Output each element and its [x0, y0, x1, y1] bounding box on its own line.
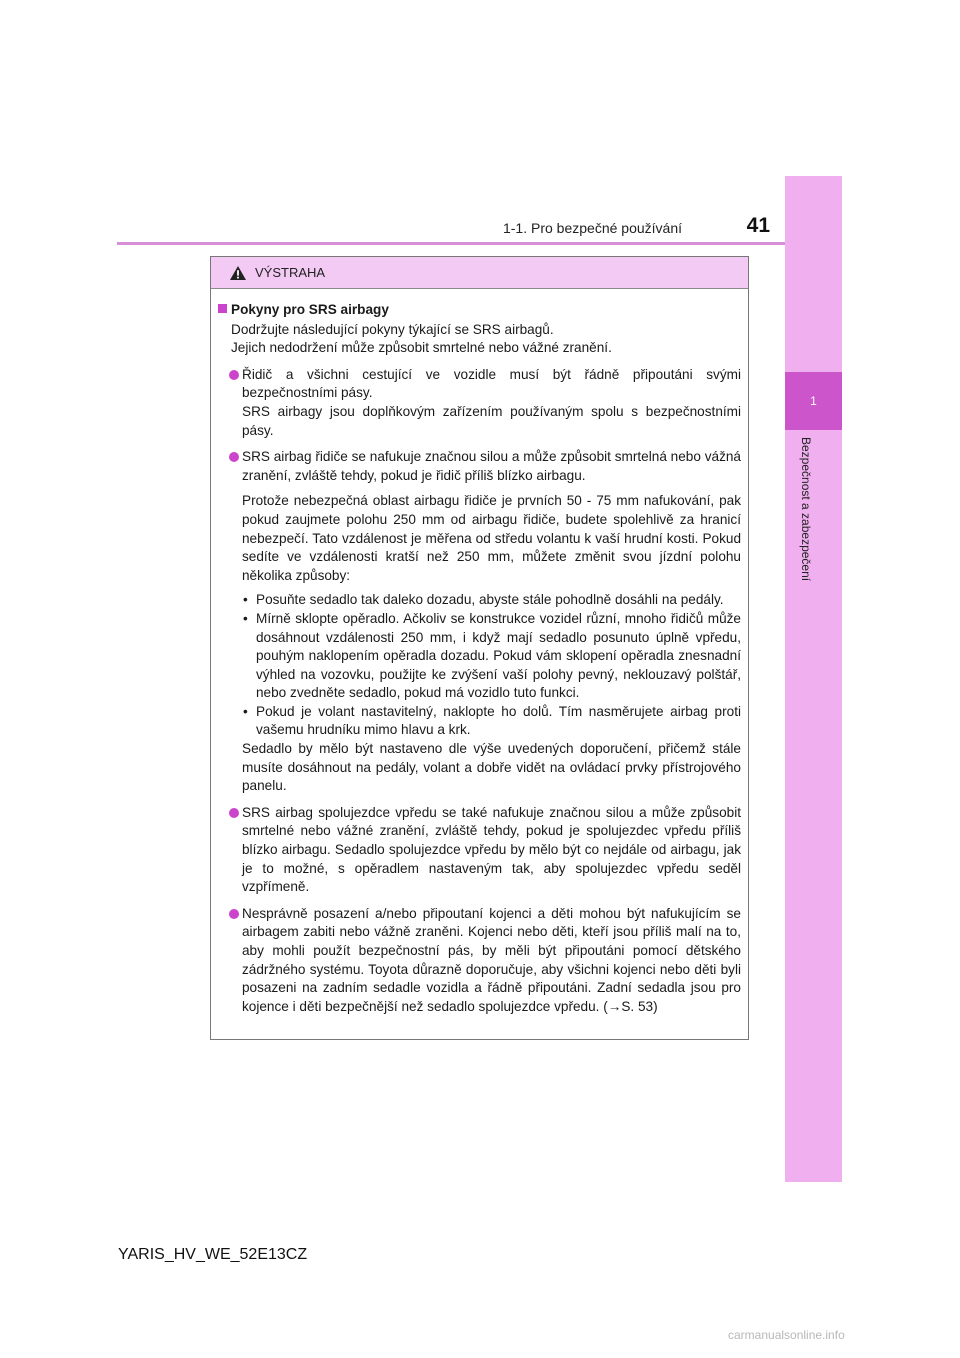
warning-box — [210, 256, 749, 1040]
section-heading — [218, 301, 741, 320]
item-paragraph: Nesprávně posazení a/nebo připoutaní kojenci a děti mohou být nafukujícím se airbagem zabiti nebo vážně zraněni. Kojenci nebo děti, kteří jsou příliš malí na to, aby mohli použít bezpečnostní pás, by měli být připoutáni pomocí dětského zádržného systému. Toyota důrazně doporučuje, aby všichni kojenci nebo děti byli posazeni na zadním sedadle vozidla a řádně připoutáni. Zadní sedadla jsou pro kojence i děti bezpečnější než sedadlo spolujezdce vpředu. (→S. 53) — [242, 905, 741, 1014]
page-number: 41 — [746, 214, 770, 237]
sub-bullet: • Pokud je volant nastavitelný, naklopte ho dolů. Tím nasměrujete airbag proti vašemu hrudníku mimo hlavu a krk. — [242, 703, 741, 740]
warning-item — [218, 366, 741, 440]
intro-line: Dodržujte následující pokyny týkající se SRS airbagů. — [231, 321, 554, 337]
warning-item — [218, 448, 741, 796]
round-bullet-icon — [229, 452, 239, 462]
item-paragraph: SRS airbag spolujezdce vpředu se také nafukuje značnou silou a může způsobit smrtelné nebo vážné zranění, zvláště tehdy, pokud je spolujezdec vpředu příliš blízko airbagu. Sedadlo spolujezdce vpředu by mělo být co nejdále od airbagu, jak je to možné, s opěradlem nastaveným tak, aby spolujezdec vpředu seděl vzpřímeně. — [242, 804, 741, 895]
sub-bullet-list — [242, 591, 741, 740]
warning-title: VÝSTRAHA — [255, 265, 326, 280]
warning-header — [211, 257, 748, 289]
warning-item — [218, 804, 741, 897]
round-bullet-icon — [229, 370, 239, 380]
header-rule — [117, 242, 785, 245]
round-bullet-icon — [229, 808, 239, 818]
item-paragraph: Sedadlo by mělo být nastaveno dle výše uvedených doporučení, přičemž stále musíte dosáhnout na pedály, volant a dobře vidět na ovládací prvky přístrojového panelu. — [242, 741, 741, 794]
item-paragraph: SRS airbag řidiče se nafukuje značnou silou a může způsobit smrtelná nebo vážná zranění, zvláště tehdy, pokud je řidič příliš blízko airbagu. — [242, 449, 741, 483]
item-paragraph: Protože nebezpečná oblast airbagu řidiče je prvních 50 - 75 mm nafukování, pak pokud zaujmete polohu 250 mm od airbagu řidiče, budete spolehlivě za hranicí nebezpečí. Tato vzdálenost je měřena od středu volantu k vaší hrudní kosti. Pokud sedíte ve vzdálenosti kratší než 250 mm, můžete změnit svou jízdní polohu několika způsoby: — [242, 493, 741, 583]
watermark: carmanualsonline.info — [728, 1328, 845, 1342]
chapter-tab-number: 1 — [785, 372, 842, 430]
intro-line: Jejich nedodržení může způsobit smrtelné nebo vážné zranění. — [231, 340, 612, 356]
item-paragraph: Řidič a všichni cestující ve vozidle musí být řádně připoutáni svými bezpečnostními pásy. — [242, 366, 741, 401]
sub-bullet: • Mírně sklopte opěradlo. Ačkoliv se konstrukce vozidel různí, mnoho řidičů může dosáhnout vzdálenosti 250 mm, i když mají sedadlo posunuto úplně vpředu, pouhým naklopením opěradla dozadu. Pokud vám sklopení opěradla znesnadní výhled na vozovku, použijte ke zvýšení vaší polohy pevný, neklouzavý polštář, nebo zvedněte sedadlo, pokud má vozidlo tuto funkci. — [242, 610, 741, 703]
square-bullet-icon — [218, 304, 227, 313]
chapter-tab-label: Bezpečnost a zabezpečení — [799, 437, 813, 582]
sub-bullet: • Posuňte sedadlo tak daleko dozadu, abyste stále pohodlně dosáhli na pedály. — [242, 591, 741, 610]
document-code: YARIS_HV_WE_52E13CZ — [118, 1246, 308, 1263]
warning-body — [211, 289, 748, 1016]
warning-item — [218, 905, 741, 1017]
item-paragraph: SRS airbagy jsou doplňkovým zařízením používaným spolu s bezpečnostními pásy. — [242, 403, 741, 438]
round-bullet-icon — [229, 909, 239, 919]
section-heading-text: Pokyny pro SRS airbagy — [231, 302, 389, 317]
header-section-title: 1-1. Pro bezpečné používání — [502, 220, 682, 236]
chapter-tab — [785, 176, 842, 1182]
warning-triangle-icon — [229, 265, 247, 281]
